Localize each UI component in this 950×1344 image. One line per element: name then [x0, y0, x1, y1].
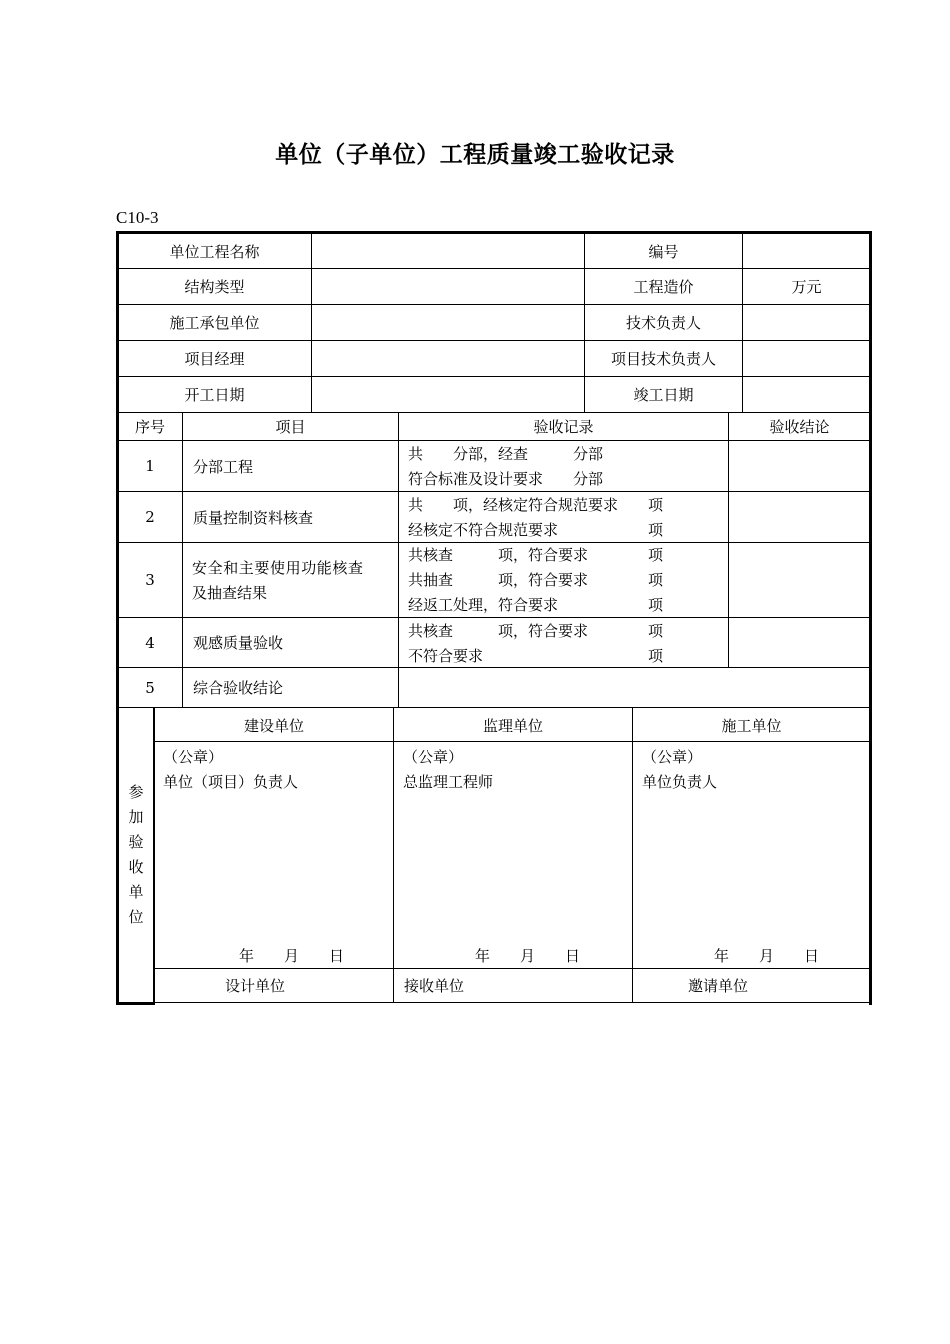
- label-project-cost: 工程造价: [633, 278, 694, 296]
- row-item: 观感质量验收: [193, 634, 284, 652]
- header-seq: 序号: [134, 418, 165, 436]
- table-bottom-border: [116, 1002, 154, 1005]
- record-line: 共抽查 项，符合要求 项: [408, 571, 664, 589]
- seal-label: （公章）: [163, 748, 224, 766]
- row-item: 安全和主要使用功能核查: [192, 559, 364, 577]
- label-char: 单: [128, 883, 144, 901]
- label-number: 编号: [648, 242, 679, 261]
- divider: [311, 234, 312, 412]
- label-tech-lead: 技术负责人: [625, 314, 701, 332]
- label-char: 参: [128, 783, 144, 801]
- label-char: 收: [128, 858, 144, 876]
- header-item: 项目: [275, 418, 306, 436]
- label-char: 验: [128, 833, 144, 851]
- footer-receiving-unit: 接收单位: [404, 977, 465, 995]
- divider: [742, 234, 743, 412]
- participant-header: 建设单位: [243, 716, 304, 735]
- label-project-manager: 项目经理: [184, 350, 245, 368]
- divider: [155, 1002, 872, 1003]
- form-code: C10-3: [116, 208, 159, 227]
- participant-header: 施工单位: [721, 716, 782, 735]
- label-completion-date: 竣工日期: [633, 386, 694, 404]
- label-project-tech-lead: 项目技术负责人: [610, 350, 716, 368]
- header-record: 验收记录: [533, 418, 594, 436]
- signer-label: 单位负责人: [642, 773, 718, 791]
- seal-label: （公章）: [642, 748, 703, 766]
- footer-invited-unit: 邀请单位: [687, 977, 748, 995]
- label-contractor: 施工承包单位: [169, 314, 260, 332]
- row-item: 及抽查结果: [192, 584, 268, 602]
- record-line: 共 分部，经查 分部: [408, 445, 604, 463]
- row-item: 分部工程: [193, 457, 254, 476]
- record-line: 共 项，经核定符合规范要求 项: [408, 496, 664, 514]
- record-line: 符合标准及设计要求 分部: [408, 470, 604, 488]
- participants-label: [118, 780, 154, 930]
- label-char: 加: [128, 808, 144, 826]
- label-start-date: 开工日期: [184, 386, 245, 404]
- row-seq: 1: [145, 457, 155, 475]
- row-item: 质量控制资料核查: [193, 508, 314, 527]
- row-item: 综合验收结论: [193, 679, 284, 697]
- label-char: 位: [128, 908, 144, 926]
- cost-unit: 万元: [791, 278, 822, 296]
- label-structure-type: 结构类型: [184, 278, 245, 296]
- date-label: 年 月 日: [714, 947, 820, 965]
- record-line: 经核定不符合规范要求 项: [408, 521, 664, 539]
- seal-label: （公章）: [403, 748, 464, 766]
- row-seq: 2: [145, 508, 155, 526]
- record-line: 共核查 项，符合要求 项: [408, 622, 664, 640]
- date-label: 年 月 日: [475, 947, 581, 965]
- row-seq: 3: [145, 571, 155, 589]
- divider: [118, 707, 870, 708]
- row-seq: 5: [145, 678, 155, 697]
- signer-label: 总监理工程师: [403, 773, 494, 791]
- divider: [155, 741, 870, 742]
- signer-label: 单位（项目）负责人: [163, 773, 299, 791]
- divider: [393, 708, 394, 1003]
- header-conclusion: 验收结论: [769, 418, 830, 436]
- date-label: 年 月 日: [239, 947, 345, 965]
- divider: [728, 413, 729, 667]
- divider: [398, 413, 399, 707]
- row-seq: 4: [145, 633, 155, 652]
- label-unit-project-name: 单位工程名称: [169, 242, 260, 261]
- divider: [632, 708, 633, 1003]
- footer-design-unit: 设计单位: [224, 977, 285, 995]
- record-line: 不符合要求 项: [408, 647, 664, 665]
- record-line: 经返工处理，符合要求 项: [408, 596, 664, 614]
- record-line: 共核查 项，符合要求 项: [408, 546, 664, 564]
- participant-header: 监理单位: [482, 716, 543, 735]
- form-title: 单位（子单位）工程质量竣工验收记录: [275, 142, 675, 168]
